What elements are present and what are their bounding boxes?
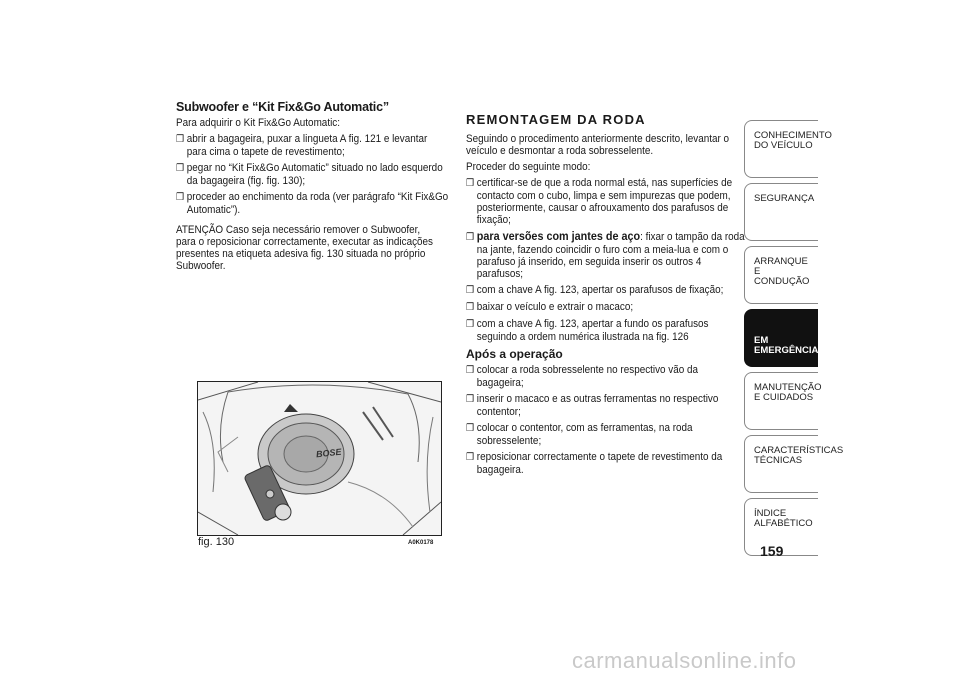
left-column [176,100,449,276]
tab-seguranca[interactable] [744,183,818,241]
watermark: carmanualsonline.info [572,648,797,673]
bullet-box-icon: ❒ [466,452,475,463]
warning-note: ATENÇÃO Caso seja necessário remover o Subwoofer, para o reposicionar correctamente, executar as indicações presentes na etiqueta adesiva fig. 130 situada no próprio Subwoofer. [176,224,433,272]
right-intro: Seguindo o procedimento anteriormente descrito, levantar o veículo e desmontar a roda sobresselente. [466,133,730,157]
bose-logo: BOSE [315,446,342,460]
bullet-box-icon: ❒ [466,365,475,376]
bullet-box-icon: ❒ [176,192,185,203]
bullet-box-icon: ❒ [466,285,475,296]
bullet-box-icon: ❒ [466,178,475,189]
left-bullet [176,133,449,158]
tab-arranque[interactable] [744,246,818,304]
bullet-text: colocar a roda sobresselente no respectivo vão da bagageira; [476,364,699,389]
right-bullet [466,177,747,226]
bullet-text: pegar no “Kit Fix&Go Automatic” situado no lado esquerdo da bagageira (fig. fig. 130); [186,162,443,187]
tab-label: SEGURANÇA [754,193,815,204]
right-bullet [466,318,747,343]
bullet-text: com a chave A fig. 123, apertar os parafusos de fixação; [476,284,724,296]
tab-caracteristicas[interactable] [744,435,844,493]
tab-manutencao[interactable] [744,372,822,430]
right-bullet [466,301,747,314]
left-bullet [176,191,449,216]
bullet-text: colocar o contentor, com as ferramentas, na roda sobresselente; [476,422,693,447]
tab-conhecimento[interactable] [744,120,832,178]
subsection-title: Após a operação [466,347,563,361]
bullet-box-icon: ❒ [176,163,185,174]
figure-caption: fig. 130 [198,536,235,548]
right-intro-2: Proceder do seguinte modo: [466,161,591,173]
left-intro: Para adquirir o Kit Fix&Go Automatic: [176,117,340,129]
chapter-tabs [744,120,844,561]
section-title-remontagem: REMONTAGEM DA RODA [466,112,646,127]
figure-130-trunk-illustration [197,381,442,536]
tab-label: ARRANQUE E CONDUÇÃO [754,256,810,287]
bullet-text: com a chave A fig. 123, apertar a fundo os parafusos seguindo a ordem numérica ilustrada na fig. 126 [476,318,709,343]
bullet-bold-text: para versões com jantes de aço [476,229,641,243]
page-number: 159 [760,543,784,559]
bullet-box-icon: ❒ [466,232,475,243]
tab-label: ÍNDICE ALFABÉTICO [754,508,813,529]
tab-label: EM EMERGÊNCIA [754,335,819,356]
left-bullet [176,162,449,187]
right-bullet [466,393,747,418]
bullet-box-icon: ❒ [466,423,475,434]
tab-label: MANUTENÇÃO E CUIDADOS [754,382,822,403]
bullet-box-icon: ❒ [176,134,185,145]
bullet-text: proceder ao enchimento da roda (ver parágrafo “Kit Fix&Go Automatic”). [186,191,449,216]
bullet-text: : fixar o tampão da roda na jante, fazendo coincidir o furo com a meia-lua e com o parafuso já inserido, em seguida inserir os outros 4 parafusos; [476,231,745,280]
bullet-text: baixar o veículo e extrair o macaco; [476,301,634,313]
right-bullet [466,422,747,447]
tab-em-emergencia[interactable] [744,309,818,367]
right-bullet [466,364,747,389]
bullet-box-icon: ❒ [466,302,475,313]
tab-label: CONHECIMENTO DO VEÍCULO [754,130,832,151]
bullet-box-icon: ❒ [466,394,475,405]
bullet-text: abrir a bagageira, puxar a lingueta A fig. 121 e levantar para cima o tapete de revestimento; [186,133,428,158]
figure-code: A0K0178 [408,540,434,546]
bullet-text: reposicionar correctamente o tapete de revestimento da bagageira. [476,451,723,476]
right-bullet [466,284,747,297]
section-title-subwoofer: Subwoofer e “Kit Fix&Go Automatic” [176,100,389,114]
right-bullet [466,230,747,280]
right-bullet [466,451,747,476]
bullet-text: inserir o macaco e as outras ferramentas no respectivo contentor; [476,393,719,418]
right-column [466,100,745,480]
bullet-box-icon: ❒ [466,319,475,330]
tab-label: CARACTERÍSTICAS TÉCNICAS [754,445,844,466]
bullet-text: certificar-se de que a roda normal está, nas superfícies de contacto com o cubo, limpa e sem impurezas que podem, posteriormente, causar o afrouxamento dos parafusos de fixação; [476,177,733,226]
